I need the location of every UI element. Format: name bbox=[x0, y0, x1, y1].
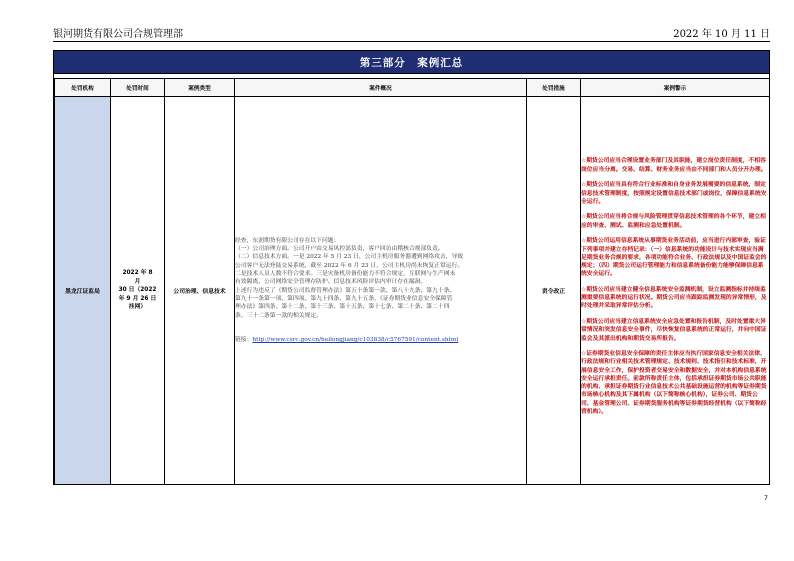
warning-item: ☆期货公司应当建立健全信息系统安全监测机制，设立监测指标并持续监测重要信息系统的运行状况。期货公司应当跟踪监测发现的异常情形，及时处理并采取异常评估分析。 bbox=[581, 286, 767, 310]
case-table bbox=[54, 78, 770, 485]
summary-line: 第九十一条第一项、第四项、第九十四条、第九十五条，《证券期货业信息安全保障管 bbox=[235, 295, 453, 302]
case-source-link[interactable]: http://www.csrc.gov.cn/heilongjiang/c103838/c5767591/content.shtml bbox=[252, 336, 459, 343]
date-line: 月 bbox=[134, 278, 141, 285]
case-warnings bbox=[581, 97, 770, 485]
date-line: 30 日（2022 bbox=[118, 287, 157, 294]
date-line: 年 9 月 26 日 bbox=[118, 295, 157, 302]
column-header: 处罚时间 bbox=[111, 79, 165, 97]
case-type: 公司治理、信息技术 bbox=[165, 97, 235, 485]
section-title: 第三部分 案例汇总 bbox=[54, 51, 769, 73]
case-summary-frame bbox=[53, 50, 770, 485]
summary-line: （一）公司治理方面。公司开户由交易风控部负责，客户回访由稽核合规部负责。 bbox=[235, 246, 444, 253]
header-divider bbox=[53, 41, 770, 42]
penalty-measure: 责令改正 bbox=[527, 97, 581, 485]
warning-item: ☆期货公司应当合理设置业务部门及其职能，建立岗位责任制度，不相容岗位应当分离。交易、结算、财务业务应当由不同部门和人员分开办理。 bbox=[581, 158, 767, 173]
table-row bbox=[55, 97, 770, 485]
summary-line: 上述行为违反了《期货公司监督管理办法》第五十条第一款、第八十九条、第九十条、 bbox=[235, 287, 456, 294]
penalty-authority: 黑龙江证监局 bbox=[55, 97, 111, 485]
document-header-date: 2022 年 10 月 11 日 bbox=[673, 29, 770, 40]
summary-line: 经查，东润期货有限公司存在以下问题： bbox=[235, 237, 340, 244]
link-label: 链接： bbox=[235, 336, 253, 343]
penalty-date bbox=[111, 97, 165, 485]
summary-line: 二是技术人员人数不符合要求。三是灾备机房备份能力不符合规定，互联网与生产网未 bbox=[235, 271, 456, 278]
column-header: 案例警示 bbox=[581, 79, 770, 97]
column-header: 处罚措施 bbox=[527, 79, 581, 97]
date-line: 挂网） bbox=[128, 304, 147, 311]
page-number: 7 bbox=[763, 494, 768, 502]
column-header: 案件概况 bbox=[235, 79, 527, 97]
document-header-company: 银河期货有限公司合规管理部 bbox=[53, 29, 183, 40]
summary-line: 有效隔离，公司网络安全管理存防护、信息技术风险评估内审计存在漏洞。 bbox=[235, 279, 427, 286]
warning-item: ☆期货公司应当建立信息系统安全应急处置和报告机制，及时处置重大异常情况和突发信息安全事件，尽快恢复信息系统的正常运行，并向中国证监会及其派出机构和期货交易所报告。 bbox=[581, 319, 767, 342]
column-header: 处罚机构 bbox=[55, 79, 111, 97]
column-header: 案例类型 bbox=[165, 79, 235, 97]
case-summary bbox=[235, 97, 527, 485]
table-header-row bbox=[55, 79, 770, 97]
summary-line: 条、三十二条第一款的相关规定。 bbox=[235, 312, 322, 319]
summary-line: 理办法》第四条、第十二条、第十三条、第十五条、第十七条、第二十条、第二十四 bbox=[235, 304, 450, 311]
date-line: 2022 年 8 bbox=[122, 270, 153, 277]
summary-line: 公司客户无法登陆交易系统，截至 2022 年 6 月 23 日，公司主机房尚未恢复正常运行。 bbox=[235, 262, 464, 269]
warning-item: ☆期货公司应当具有符合行业标准和自身业务发展需要的信息系统，制定信息技术管理制度，按照规定设置信息技术部门或岗位，保障信息系统安全运行。 bbox=[581, 182, 767, 205]
warning-item: ☆期货公司应当将合规与风险管理贯穿信息技术管理的各个环节，建立相应的审查、测试、监测和应急处置机制。 bbox=[581, 214, 766, 229]
warning-item: ☆期货公司运用信息系统从事期货业务活动前，应当进行内部审查，验证下列事项并建立存档记录：（一）信息系统的功能设计与技术实现应当满足期货业务合规的要求，各项功能符合业务、行政法规以及中国证监会的规定；（四）期货公司运行管理能力和信息系统备份能力能够保障信息系统安全运行。 bbox=[581, 238, 767, 278]
summary-link-line bbox=[235, 336, 526, 344]
summary-line: （二）信息技术方面。一是 2022 年 5 月 23 日，公司主机房服务器遭到网络攻击，导致 bbox=[235, 254, 464, 261]
warning-item: ☆证券期货业信息安全保障的责任主体应当执行国家信息安全相关法律、行政法规和行业相关技术管理规定、技术规则、技术指引和技术标准，开展信息安全工作，保护投资者交易安全和数据安全，并对本机构信息系统安全运行承担责任。前款所称责任主体，包括承担证券期货市场公共职能的机构、承担证券期货行业信息技术公共基础设施运营的机构等证券期货市场核心机构及其下属机构（以下简称核心机构），证券公司、期货公司、基金管理公司、证券期货服务机构等证券期货经营机构（以下简称经营机构）。 bbox=[581, 351, 767, 415]
